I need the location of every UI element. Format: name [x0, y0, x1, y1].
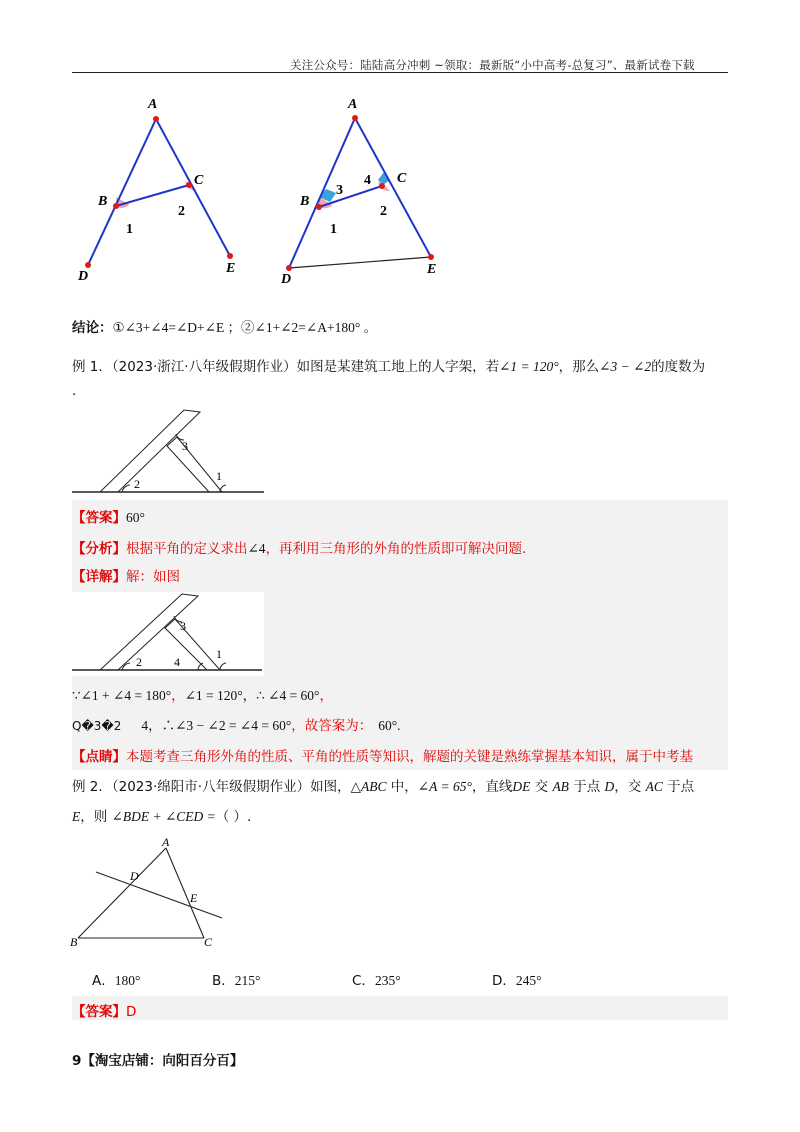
line-bc — [116, 185, 189, 206]
point-label: 【点睛】 — [72, 749, 126, 765]
example2-answer — [72, 1000, 136, 1020]
point-b-right — [316, 204, 322, 210]
step2-d: ，故答案为： — [291, 718, 373, 733]
ex2-de: DE — [512, 779, 531, 794]
ex2-title-e: 于点 — [568, 779, 605, 795]
option-b-letter: B． — [212, 973, 235, 989]
side-ac — [166, 848, 204, 938]
ex2-ac: AC — [645, 779, 663, 794]
point-c — [186, 182, 192, 188]
label-angle-3: 3 — [336, 183, 343, 198]
option-d-value: 245° — [515, 973, 542, 988]
footer-shop-text: 【淘宝店铺：向阳百分百】 — [81, 1053, 244, 1069]
ex2-title-c: ，直线 — [471, 779, 513, 795]
label-d: D — [78, 269, 89, 284]
ex2-ab: AB — [552, 779, 569, 794]
label-angle-4: 4 — [364, 173, 371, 188]
detail-label-3: 3 — [180, 619, 186, 633]
analysis-angle: ∠4 — [247, 541, 266, 556]
example1-title-text-3: 的度数为 — [651, 359, 706, 375]
left-triangle-figure — [77, 97, 235, 284]
page-header-text: 关注公众号：陆陆高分冲刺 ~领取：最新版“小中高考-总复习”、最新试卷下载 — [290, 58, 695, 72]
example1-title-text: 例 1．（2023·浙江·八年级假期作业）如图是某建筑工地上的人字架，若 — [72, 359, 500, 375]
ex2-title-b: 中， — [386, 779, 418, 795]
ex2-title-g: 于点 — [662, 779, 695, 795]
option-c[interactable] — [352, 969, 401, 989]
analysis-text-c: ，再利用三角形的外角的性质即可解决问题. — [265, 541, 527, 557]
example2-figure — [66, 834, 236, 952]
ex2-title-f: ，交 — [614, 779, 646, 795]
detail-step-1 — [72, 684, 333, 704]
point-a-right — [352, 115, 358, 121]
conclusion-label: 结论： — [72, 320, 113, 336]
ex2-angle: ∠A = 65° — [417, 779, 472, 794]
ex2-line2-c: （ ）. — [215, 809, 252, 825]
step1-a: ∵∠1 + ∠4 = 180° — [72, 688, 172, 703]
point-b — [113, 203, 119, 209]
detail-label-4: 4 — [174, 655, 180, 669]
label-angle-1: 1 — [126, 222, 133, 237]
example1-detail — [72, 565, 180, 585]
line-ae — [156, 119, 230, 256]
label-a-right: A — [348, 97, 358, 112]
ex2-answer-bg — [72, 996, 728, 1020]
ex2-d: D — [604, 779, 615, 794]
ex1-label-1: 1 — [216, 469, 222, 483]
detail-label-2: 2 — [136, 655, 142, 669]
ex2-e: E — [72, 809, 81, 824]
ex2-answer-value: D — [126, 1004, 137, 1020]
label-b: B — [98, 194, 108, 209]
analysis-text-a: 根据平角的定义求出 — [126, 541, 248, 557]
example1-answer — [72, 506, 145, 526]
step1-c: ∠1 = 120° — [184, 688, 243, 703]
ex2-line2-b: ，则 — [80, 809, 112, 825]
label-b-right: B — [300, 194, 310, 209]
label-angle-2-right: 2 — [380, 204, 387, 219]
right-triangle-figure — [280, 97, 436, 287]
detail-step-2 — [72, 714, 401, 734]
point-d — [85, 262, 91, 268]
option-b[interactable] — [212, 969, 260, 989]
line-ad — [88, 119, 156, 265]
point-a — [153, 116, 159, 122]
line-ad-right — [289, 118, 355, 268]
short-beam — [167, 437, 222, 492]
ex2-label-a: A — [162, 835, 170, 849]
example1-asked-expr: ∠3 − ∠2 — [599, 359, 652, 374]
answer-value: 60° — [126, 510, 145, 525]
step1-b: ， — [171, 688, 185, 703]
example2-title-line2 — [72, 805, 251, 825]
example2-title — [72, 775, 694, 795]
ex1-label-2: 2 — [134, 477, 140, 491]
label-c-right: C — [397, 171, 407, 186]
example1-title — [72, 355, 705, 375]
option-b-value: 215° — [234, 973, 261, 988]
ex1-label-3: 3 — [182, 439, 188, 453]
top-figures — [70, 90, 470, 290]
ex2-label-d: D — [130, 869, 139, 883]
analysis-label: 【分析】 — [72, 541, 126, 557]
label-c: C — [194, 173, 204, 188]
line-de — [289, 257, 431, 268]
point-text: 本题考查三角形外角的性质、平角的性质等知识，解题的关键是熟练掌握基本知识，属于中考基 — [126, 749, 693, 765]
option-a-value: 180° — [114, 973, 141, 988]
example1-title-text-2: ，那么 — [558, 359, 600, 375]
ex2-title-d: 交 — [530, 779, 553, 795]
point-e — [227, 253, 233, 259]
option-a[interactable] — [92, 969, 140, 989]
example1-analysis — [72, 537, 526, 557]
label-d-right: D — [281, 272, 292, 287]
step2-garbled: Q�3�2 — [72, 719, 122, 733]
line-de-ex2 — [96, 872, 222, 918]
ex2-expr: ∠BDE + ∠CED = — [111, 809, 216, 824]
conclusion-text: ①∠3+∠4=∠D+∠E ；②∠1+∠2=∠A+180° 。 — [112, 320, 378, 335]
label-e-right: E — [427, 262, 437, 277]
example1-period: . — [72, 383, 77, 399]
option-d-letter: D． — [492, 973, 516, 989]
detail-label-1: 1 — [216, 647, 222, 661]
step2-e: 60° — [378, 718, 398, 733]
detail-text: 解：如图 — [126, 569, 180, 585]
label-angle-1-right: 1 — [330, 222, 337, 237]
ex2-triangle: △ABC — [350, 779, 387, 794]
header-rule — [72, 72, 728, 73]
ex2-title-a: 例 2．（2023·绵阳市·八年级假期作业）如图， — [72, 779, 351, 795]
point-c-right — [379, 183, 385, 189]
page-number: 9 — [72, 1053, 82, 1069]
conclusion-line — [72, 316, 377, 336]
example1-figure — [72, 406, 264, 496]
option-a-letter: A． — [92, 973, 115, 989]
point-d-right — [286, 265, 292, 271]
step1-e: ， — [319, 688, 333, 703]
label-e: E — [226, 261, 236, 276]
detail-label: 【详解】 — [72, 569, 126, 585]
step2-f: . — [397, 718, 401, 733]
detail-figure-bg — [72, 592, 264, 676]
detail-figure — [72, 592, 264, 676]
page-footer — [72, 1049, 243, 1069]
point-e-right — [428, 254, 434, 260]
label-angle-2: 2 — [178, 204, 185, 219]
step2-b: 4 — [141, 718, 149, 733]
ex2-label-b: B — [70, 935, 78, 949]
answer-label: 【答案】 — [72, 510, 126, 526]
label-a: A — [148, 97, 158, 112]
step1-d: ，∴ ∠4 = 60° — [242, 688, 320, 703]
angle-2-mark — [122, 485, 130, 492]
ex2-answer-label: 【答案】 — [72, 1004, 126, 1020]
option-c-value: 235° — [374, 973, 401, 988]
option-c-letter: C． — [352, 973, 375, 989]
ex2-label-c: C — [204, 935, 213, 949]
example1-point — [72, 745, 693, 765]
option-d[interactable] — [492, 969, 542, 989]
step2-c: ，∴∠3 − ∠2 = ∠4 = 60° — [148, 718, 292, 733]
example1-condition: ∠1 = 120° — [499, 359, 559, 374]
ex2-label-e: E — [190, 891, 198, 905]
